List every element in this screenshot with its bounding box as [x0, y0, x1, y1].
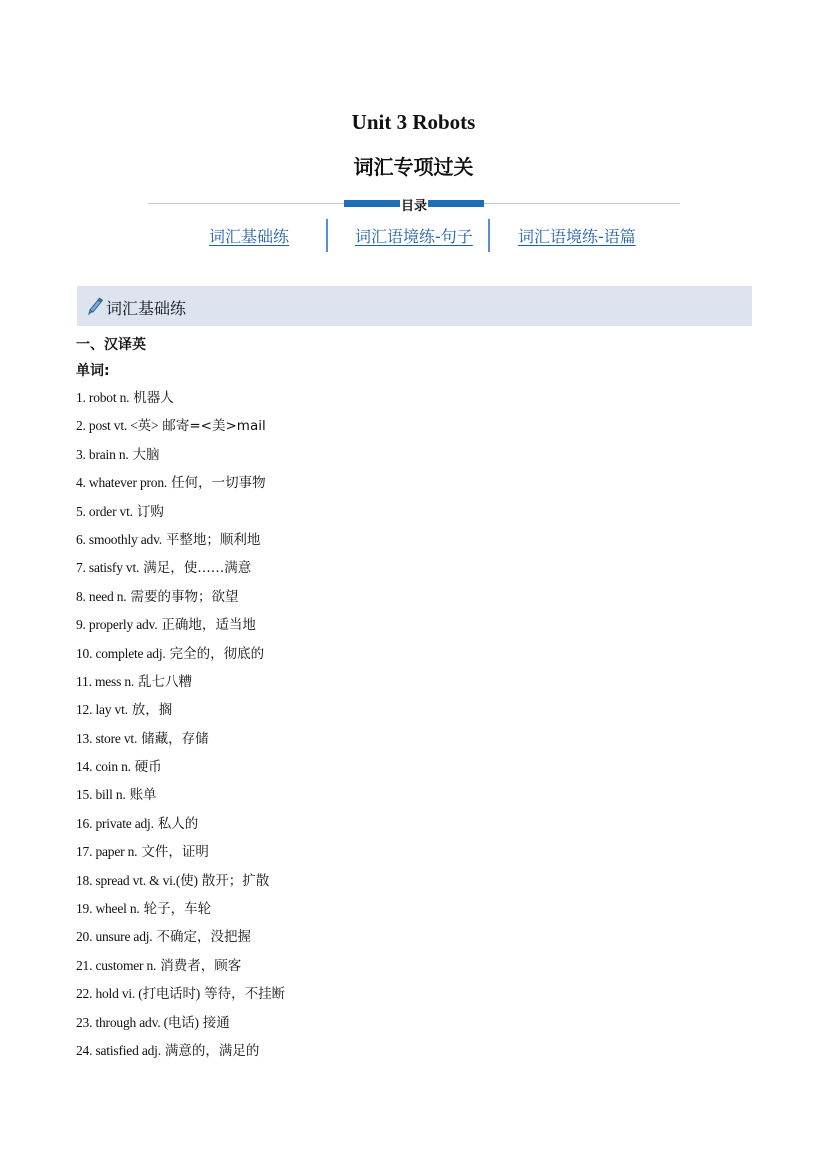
vocab-item — [76, 840, 285, 868]
vocab-item — [76, 783, 285, 811]
vocab-chinese: 满足，使……满意 — [143, 560, 252, 577]
vocab-english: 11. mess n. — [76, 673, 135, 689]
vocab-english: 16. private adj. — [76, 815, 154, 831]
vocab-chinese: 需要的事物；欲望 — [130, 588, 239, 605]
vocab-chinese: 储藏，存储 — [141, 730, 209, 747]
vocab-item — [76, 670, 285, 698]
vocab-english: 20. unsure adj. — [76, 929, 153, 945]
vocab-english: 22. hold vi. (打电话时) — [76, 986, 201, 1002]
vocab-english: 12. lay vt. — [76, 702, 128, 718]
toc-link-basic[interactable]: 词汇基础练 — [209, 227, 290, 246]
vocab-english: 18. spread vt. & vi.(使) — [76, 872, 198, 888]
vocab-english: 5. order vt. — [76, 503, 133, 519]
section-header — [77, 286, 752, 326]
vocab-english: 13. store vt. — [76, 730, 138, 746]
part-heading: 一、汉译英 — [76, 337, 146, 353]
vocab-item — [76, 528, 285, 556]
vocab-item — [76, 698, 285, 726]
section-title: 词汇基础练 — [106, 299, 187, 318]
vocab-item — [76, 642, 285, 670]
vocab-english: 2. post vt. <英> — [76, 418, 159, 434]
vocab-chinese: 乱七八糟 — [138, 673, 193, 690]
vocab-item — [76, 982, 285, 1010]
vocab-item — [76, 897, 285, 925]
vocab-chinese: 文件，证明 — [141, 844, 209, 861]
vocab-item — [76, 613, 285, 641]
vocab-item — [76, 1011, 285, 1039]
vocab-chinese: 完全的，彻底的 — [169, 645, 265, 662]
vocab-chinese: 轮子，车轮 — [143, 901, 212, 918]
toc-separator — [488, 219, 490, 252]
vocab-chinese: 机器人 — [133, 390, 174, 406]
page-subtitle: 词汇专项过关 — [353, 155, 474, 179]
vocab-chinese: 放，搁 — [131, 702, 173, 719]
vocab-english: 14. coin n. — [76, 759, 131, 775]
toc-separator — [326, 219, 328, 252]
vocab-item — [76, 556, 285, 584]
vocab-chinese: 任何，一切事物 — [171, 475, 266, 492]
toc-link-context-passage[interactable]: 词汇语境练-语篇 — [518, 227, 636, 246]
vocab-english: 19. wheel n. — [76, 901, 140, 917]
words-heading: 单词: — [76, 363, 110, 379]
vocab-english: 1. robot n. — [76, 390, 130, 405]
vocab-english: 17. paper n. — [76, 844, 138, 860]
vocab-list — [76, 386, 285, 1067]
vocab-chinese: 消费者，顾客 — [160, 957, 242, 974]
vocab-chinese: 等待，不挂断 — [204, 986, 286, 1003]
vocab-item — [76, 869, 285, 897]
vocab-chinese: 正确地，适当地 — [161, 617, 256, 634]
vocab-english: 23. through adv. (电话) — [76, 1014, 199, 1030]
vocab-chinese: 满意的，满足的 — [164, 1042, 260, 1059]
vocab-chinese: 账单 — [129, 787, 157, 804]
vocab-english: 4. whatever pron. — [76, 475, 168, 491]
vocab-english: 15. bill n. — [76, 787, 126, 803]
vocab-item — [76, 954, 285, 982]
vocab-english: 21. customer n. — [76, 957, 157, 973]
vocab-item — [76, 585, 285, 613]
vocab-chinese: 接通 — [202, 1014, 230, 1031]
vocab-english: 10. complete adj. — [76, 645, 166, 661]
vocab-english: 24. satisfied adj. — [76, 1042, 161, 1058]
vocab-item — [76, 443, 285, 471]
vocab-item — [76, 500, 285, 528]
vocab-chinese: 硬币 — [134, 759, 162, 776]
vocab-chinese: 平整地；顺利地 — [165, 531, 261, 548]
vocab-chinese: 邮寄=<美>mail — [162, 418, 266, 435]
vocab-item — [76, 386, 285, 414]
toc-label: 目录 — [400, 195, 428, 214]
vocab-chinese: 散开；扩散 — [201, 872, 270, 889]
page-title: Unit 3 Robots — [351, 110, 476, 134]
vocab-english: 8. need n. — [76, 588, 127, 604]
vocab-english: 7. satisfy vt. — [76, 560, 140, 576]
vocab-chinese: 私人的 — [157, 815, 199, 832]
vocab-item — [76, 755, 285, 783]
vocab-chinese: 大脑 — [132, 446, 160, 463]
toc-link-context-sentences[interactable]: 词汇语境练-句子 — [355, 227, 473, 246]
vocab-english: 6. smoothly adv. — [76, 531, 162, 547]
vocab-item — [76, 727, 285, 755]
vocab-english: 3. brain n. — [76, 446, 129, 462]
toc-divider-bar-left — [344, 200, 400, 207]
vocab-item — [76, 925, 285, 953]
vocab-english: 9. properly adv. — [76, 617, 158, 633]
vocab-item — [76, 812, 285, 840]
vocab-item — [76, 1039, 285, 1067]
pencil-icon — [87, 297, 103, 315]
vocab-chinese: 不确定，没把握 — [156, 929, 251, 946]
vocab-item — [76, 471, 285, 499]
vocab-item — [76, 414, 285, 442]
toc-divider-bar-right — [428, 200, 484, 207]
vocab-chinese: 订购 — [136, 503, 164, 520]
